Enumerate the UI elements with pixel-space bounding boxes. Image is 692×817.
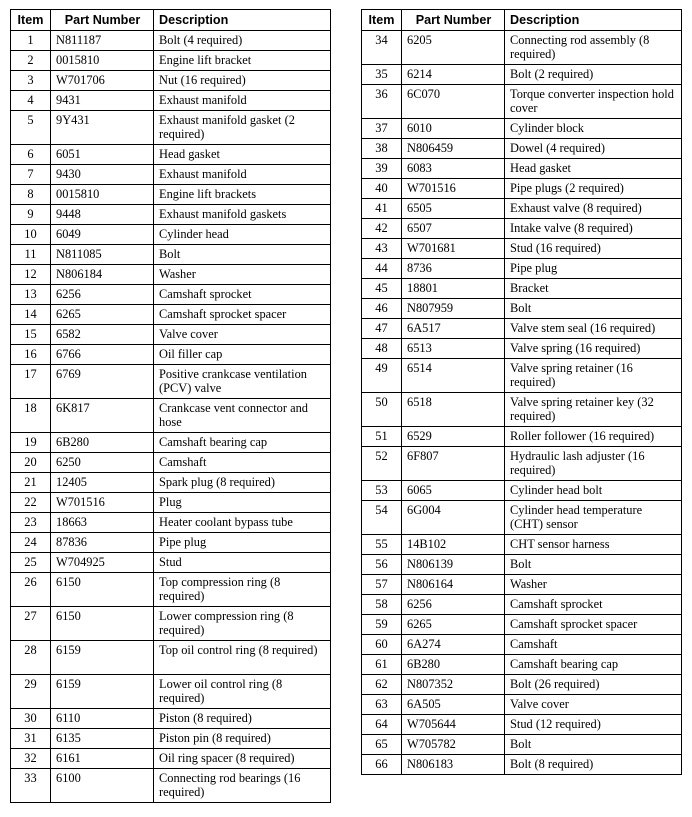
item-number: 55	[362, 535, 402, 555]
part-number: 6049	[51, 225, 154, 245]
part-number: 14B102	[402, 535, 505, 555]
part-description: Cylinder head temperature (CHT) sensor	[505, 501, 682, 535]
part-description: Cylinder block	[505, 119, 682, 139]
table-row	[11, 553, 331, 573]
header-row	[11, 10, 331, 31]
part-number: 6010	[402, 119, 505, 139]
item-number: 58	[362, 595, 402, 615]
part-number: 6161	[51, 749, 154, 769]
part-description: Torque converter inspection hold cover	[505, 85, 682, 119]
item-number: 46	[362, 299, 402, 319]
table-row	[11, 245, 331, 265]
part-number: 6100	[51, 769, 154, 803]
part-description: Camshaft	[505, 635, 682, 655]
item-number: 24	[11, 533, 51, 553]
part-number: 6150	[51, 607, 154, 641]
table-row	[11, 205, 331, 225]
table-row	[362, 575, 682, 595]
part-description: Valve cover	[505, 695, 682, 715]
part-number: 6518	[402, 393, 505, 427]
part-number: N806184	[51, 265, 154, 285]
parts-table-left	[10, 9, 331, 803]
item-number: 2	[11, 51, 51, 71]
item-number: 3	[11, 71, 51, 91]
part-number: 6529	[402, 427, 505, 447]
part-description: Head gasket	[505, 159, 682, 179]
item-number: 39	[362, 159, 402, 179]
part-number: 6507	[402, 219, 505, 239]
table-row	[362, 447, 682, 481]
parts-table-right	[361, 9, 682, 775]
item-number: 43	[362, 239, 402, 259]
table-row	[362, 427, 682, 447]
part-number: 6A274	[402, 635, 505, 655]
part-description: Exhaust manifold gasket (2 required)	[154, 111, 331, 145]
part-description: Connecting rod assembly (8 required)	[505, 31, 682, 65]
table-row	[11, 493, 331, 513]
header-item: Item	[11, 10, 51, 31]
header-item: Item	[362, 10, 402, 31]
item-number: 27	[11, 607, 51, 641]
part-number: 6159	[51, 641, 154, 675]
part-description: Cylinder head	[154, 225, 331, 245]
part-description: Piston pin (8 required)	[154, 729, 331, 749]
table-row	[362, 159, 682, 179]
item-number: 10	[11, 225, 51, 245]
table-row	[11, 325, 331, 345]
part-number: 6265	[402, 615, 505, 635]
item-number: 47	[362, 319, 402, 339]
item-number: 26	[11, 573, 51, 607]
table-row	[11, 399, 331, 433]
part-number: 18663	[51, 513, 154, 533]
part-description: Valve spring (16 required)	[505, 339, 682, 359]
item-number: 51	[362, 427, 402, 447]
table-row	[11, 749, 331, 769]
part-description: Exhaust valve (8 required)	[505, 199, 682, 219]
part-number: 12405	[51, 473, 154, 493]
table-row	[362, 219, 682, 239]
part-number: 6150	[51, 573, 154, 607]
item-number: 64	[362, 715, 402, 735]
part-description: Bolt (2 required)	[505, 65, 682, 85]
table-row	[362, 319, 682, 339]
item-number: 4	[11, 91, 51, 111]
part-description: Camshaft sprocket	[154, 285, 331, 305]
part-description: Connecting rod bearings (16 required)	[154, 769, 331, 803]
table-row	[362, 31, 682, 65]
part-description: Valve stem seal (16 required)	[505, 319, 682, 339]
part-number: 8736	[402, 259, 505, 279]
item-number: 35	[362, 65, 402, 85]
item-number: 53	[362, 481, 402, 501]
table-row	[11, 365, 331, 399]
part-number: N807959	[402, 299, 505, 319]
part-description: Pipe plugs (2 required)	[505, 179, 682, 199]
table-row	[11, 675, 331, 709]
part-description: Pipe plug	[154, 533, 331, 553]
table-row	[362, 695, 682, 715]
table-row	[11, 573, 331, 607]
item-number: 34	[362, 31, 402, 65]
item-number: 52	[362, 447, 402, 481]
item-number: 17	[11, 365, 51, 399]
item-number: 41	[362, 199, 402, 219]
part-description: Plug	[154, 493, 331, 513]
part-number: 6C070	[402, 85, 505, 119]
part-description: Nut (16 required)	[154, 71, 331, 91]
part-description: Spark plug (8 required)	[154, 473, 331, 493]
table-row	[362, 501, 682, 535]
table-row	[11, 513, 331, 533]
item-number: 13	[11, 285, 51, 305]
table-row	[11, 225, 331, 245]
item-number: 20	[11, 453, 51, 473]
part-number: W701706	[51, 71, 154, 91]
item-number: 16	[11, 345, 51, 365]
item-number: 9	[11, 205, 51, 225]
table-row	[11, 607, 331, 641]
table-row	[362, 595, 682, 615]
part-description: Engine lift bracket	[154, 51, 331, 71]
table-row	[362, 481, 682, 501]
part-number: 6G004	[402, 501, 505, 535]
item-number: 62	[362, 675, 402, 695]
item-number: 5	[11, 111, 51, 145]
part-description: Engine lift brackets	[154, 185, 331, 205]
part-number: 6505	[402, 199, 505, 219]
part-description: Camshaft sprocket spacer	[505, 615, 682, 635]
part-number: 6B280	[402, 655, 505, 675]
part-number: 6110	[51, 709, 154, 729]
part-number: 6159	[51, 675, 154, 709]
item-number: 1	[11, 31, 51, 51]
part-number: N807352	[402, 675, 505, 695]
table-row	[11, 453, 331, 473]
table-row	[362, 535, 682, 555]
part-description: Bolt	[154, 245, 331, 265]
table-row	[362, 339, 682, 359]
part-number: W701516	[51, 493, 154, 513]
item-number: 66	[362, 755, 402, 775]
part-number: 6F807	[402, 447, 505, 481]
part-number: 6205	[402, 31, 505, 65]
part-number: 18801	[402, 279, 505, 299]
item-number: 29	[11, 675, 51, 709]
item-number: 48	[362, 339, 402, 359]
part-description: Stud (12 required)	[505, 715, 682, 735]
item-number: 32	[11, 749, 51, 769]
table-row	[362, 139, 682, 159]
part-number: 0015810	[51, 51, 154, 71]
table-row	[11, 433, 331, 453]
part-number: 6065	[402, 481, 505, 501]
part-number: 6K817	[51, 399, 154, 433]
part-description: CHT sensor harness	[505, 535, 682, 555]
item-number: 22	[11, 493, 51, 513]
part-description: Oil ring spacer (8 required)	[154, 749, 331, 769]
header-row	[362, 10, 682, 31]
item-number: 38	[362, 139, 402, 159]
table-row	[11, 51, 331, 71]
part-number: N806164	[402, 575, 505, 595]
part-description: Positive crankcase ventilation (PCV) valve	[154, 365, 331, 399]
table-row	[362, 393, 682, 427]
table-row	[11, 769, 331, 803]
table-row	[362, 715, 682, 735]
table-row	[362, 179, 682, 199]
part-description: Exhaust manifold gaskets	[154, 205, 331, 225]
table-row	[362, 615, 682, 635]
table-row	[362, 359, 682, 393]
item-number: 21	[11, 473, 51, 493]
part-description: Exhaust manifold	[154, 91, 331, 111]
table-row	[362, 655, 682, 675]
item-number: 23	[11, 513, 51, 533]
part-description: Pipe plug	[505, 259, 682, 279]
part-description: Washer	[154, 265, 331, 285]
item-number: 6	[11, 145, 51, 165]
part-number: 87836	[51, 533, 154, 553]
part-number: 6250	[51, 453, 154, 473]
table-row	[11, 71, 331, 91]
item-number: 33	[11, 769, 51, 803]
table-row	[362, 259, 682, 279]
table-row	[362, 279, 682, 299]
part-description: Camshaft sprocket	[505, 595, 682, 615]
part-number: N806139	[402, 555, 505, 575]
table-row	[362, 299, 682, 319]
item-number: 7	[11, 165, 51, 185]
item-number: 30	[11, 709, 51, 729]
part-description: Camshaft bearing cap	[505, 655, 682, 675]
table-row	[362, 199, 682, 219]
part-description: Bolt (8 required)	[505, 755, 682, 775]
part-number: 6083	[402, 159, 505, 179]
part-description: Bracket	[505, 279, 682, 299]
header-description: Description	[154, 10, 331, 31]
part-number: 6B280	[51, 433, 154, 453]
part-number: N811187	[51, 31, 154, 51]
part-description: Bolt (26 required)	[505, 675, 682, 695]
part-number: 0015810	[51, 185, 154, 205]
item-number: 11	[11, 245, 51, 265]
item-number: 44	[362, 259, 402, 279]
part-description: Heater coolant bypass tube	[154, 513, 331, 533]
header-part-number: Part Number	[402, 10, 505, 31]
part-description: Dowel (4 required)	[505, 139, 682, 159]
part-number: 9431	[51, 91, 154, 111]
part-description: Valve cover	[154, 325, 331, 345]
part-description: Lower oil control ring (8 required)	[154, 675, 331, 709]
part-number: 6766	[51, 345, 154, 365]
table-row	[11, 729, 331, 749]
part-description: Bolt (4 required)	[154, 31, 331, 51]
part-number: N806459	[402, 139, 505, 159]
header-description: Description	[505, 10, 682, 31]
part-number: W701516	[402, 179, 505, 199]
part-number: 6A517	[402, 319, 505, 339]
item-number: 12	[11, 265, 51, 285]
part-description: Washer	[505, 575, 682, 595]
part-number: 6135	[51, 729, 154, 749]
part-description: Top oil control ring (8 required)	[154, 641, 331, 675]
item-number: 31	[11, 729, 51, 749]
part-number: 6256	[402, 595, 505, 615]
part-number: 6265	[51, 305, 154, 325]
item-number: 65	[362, 735, 402, 755]
table-row	[11, 473, 331, 493]
item-number: 18	[11, 399, 51, 433]
item-number: 28	[11, 641, 51, 675]
part-description: Crankcase vent connector and hose	[154, 399, 331, 433]
table-row	[362, 239, 682, 259]
item-number: 60	[362, 635, 402, 655]
table-row	[11, 265, 331, 285]
table-row	[362, 65, 682, 85]
part-description: Bolt	[505, 555, 682, 575]
part-number: 6051	[51, 145, 154, 165]
part-description: Camshaft sprocket spacer	[154, 305, 331, 325]
part-number: 6513	[402, 339, 505, 359]
part-number: N806183	[402, 755, 505, 775]
table-row	[11, 31, 331, 51]
part-description: Exhaust manifold	[154, 165, 331, 185]
part-description: Intake valve (8 required)	[505, 219, 682, 239]
item-number: 61	[362, 655, 402, 675]
part-number: W705644	[402, 715, 505, 735]
table-row	[11, 145, 331, 165]
table-row	[11, 345, 331, 365]
table-row	[362, 635, 682, 655]
table-row	[11, 533, 331, 553]
part-number: 6214	[402, 65, 505, 85]
part-description: Lower compression ring (8 required)	[154, 607, 331, 641]
item-number: 42	[362, 219, 402, 239]
table-row	[11, 185, 331, 205]
table-row	[362, 755, 682, 775]
item-number: 57	[362, 575, 402, 595]
part-number: N811085	[51, 245, 154, 265]
part-description: Roller follower (16 required)	[505, 427, 682, 447]
item-number: 63	[362, 695, 402, 715]
item-number: 36	[362, 85, 402, 119]
part-description: Valve spring retainer key (32 required)	[505, 393, 682, 427]
part-description: Oil filler cap	[154, 345, 331, 365]
part-description: Valve spring retainer (16 required)	[505, 359, 682, 393]
item-number: 50	[362, 393, 402, 427]
part-number: W701681	[402, 239, 505, 259]
item-number: 14	[11, 305, 51, 325]
table-row	[362, 85, 682, 119]
part-description: Bolt	[505, 735, 682, 755]
table-row	[362, 675, 682, 695]
part-description: Hydraulic lash adjuster (16 required)	[505, 447, 682, 481]
item-number: 45	[362, 279, 402, 299]
part-number: 6582	[51, 325, 154, 345]
table-row	[362, 735, 682, 755]
item-number: 49	[362, 359, 402, 393]
item-number: 15	[11, 325, 51, 345]
table-row	[11, 709, 331, 729]
part-description: Camshaft	[154, 453, 331, 473]
table-row	[11, 165, 331, 185]
table-row	[362, 555, 682, 575]
part-description: Head gasket	[154, 145, 331, 165]
part-number: 9448	[51, 205, 154, 225]
part-description: Top compression ring (8 required)	[154, 573, 331, 607]
table-row	[11, 641, 331, 675]
part-number: W704925	[51, 553, 154, 573]
part-number: 6256	[51, 285, 154, 305]
part-description: Stud (16 required)	[505, 239, 682, 259]
part-number: W705782	[402, 735, 505, 755]
item-number: 8	[11, 185, 51, 205]
part-number: 6514	[402, 359, 505, 393]
table-row	[362, 119, 682, 139]
table-row	[11, 305, 331, 325]
part-description: Stud	[154, 553, 331, 573]
part-description: Camshaft bearing cap	[154, 433, 331, 453]
item-number: 19	[11, 433, 51, 453]
table-row	[11, 91, 331, 111]
item-number: 59	[362, 615, 402, 635]
item-number: 37	[362, 119, 402, 139]
part-number: 9430	[51, 165, 154, 185]
part-number: 6A505	[402, 695, 505, 715]
part-description: Bolt	[505, 299, 682, 319]
table-row	[11, 111, 331, 145]
part-description: Piston (8 required)	[154, 709, 331, 729]
item-number: 40	[362, 179, 402, 199]
item-number: 25	[11, 553, 51, 573]
header-part-number: Part Number	[51, 10, 154, 31]
part-number: 6769	[51, 365, 154, 399]
item-number: 54	[362, 501, 402, 535]
part-description: Cylinder head bolt	[505, 481, 682, 501]
item-number: 56	[362, 555, 402, 575]
part-number: 9Y431	[51, 111, 154, 145]
table-row	[11, 285, 331, 305]
